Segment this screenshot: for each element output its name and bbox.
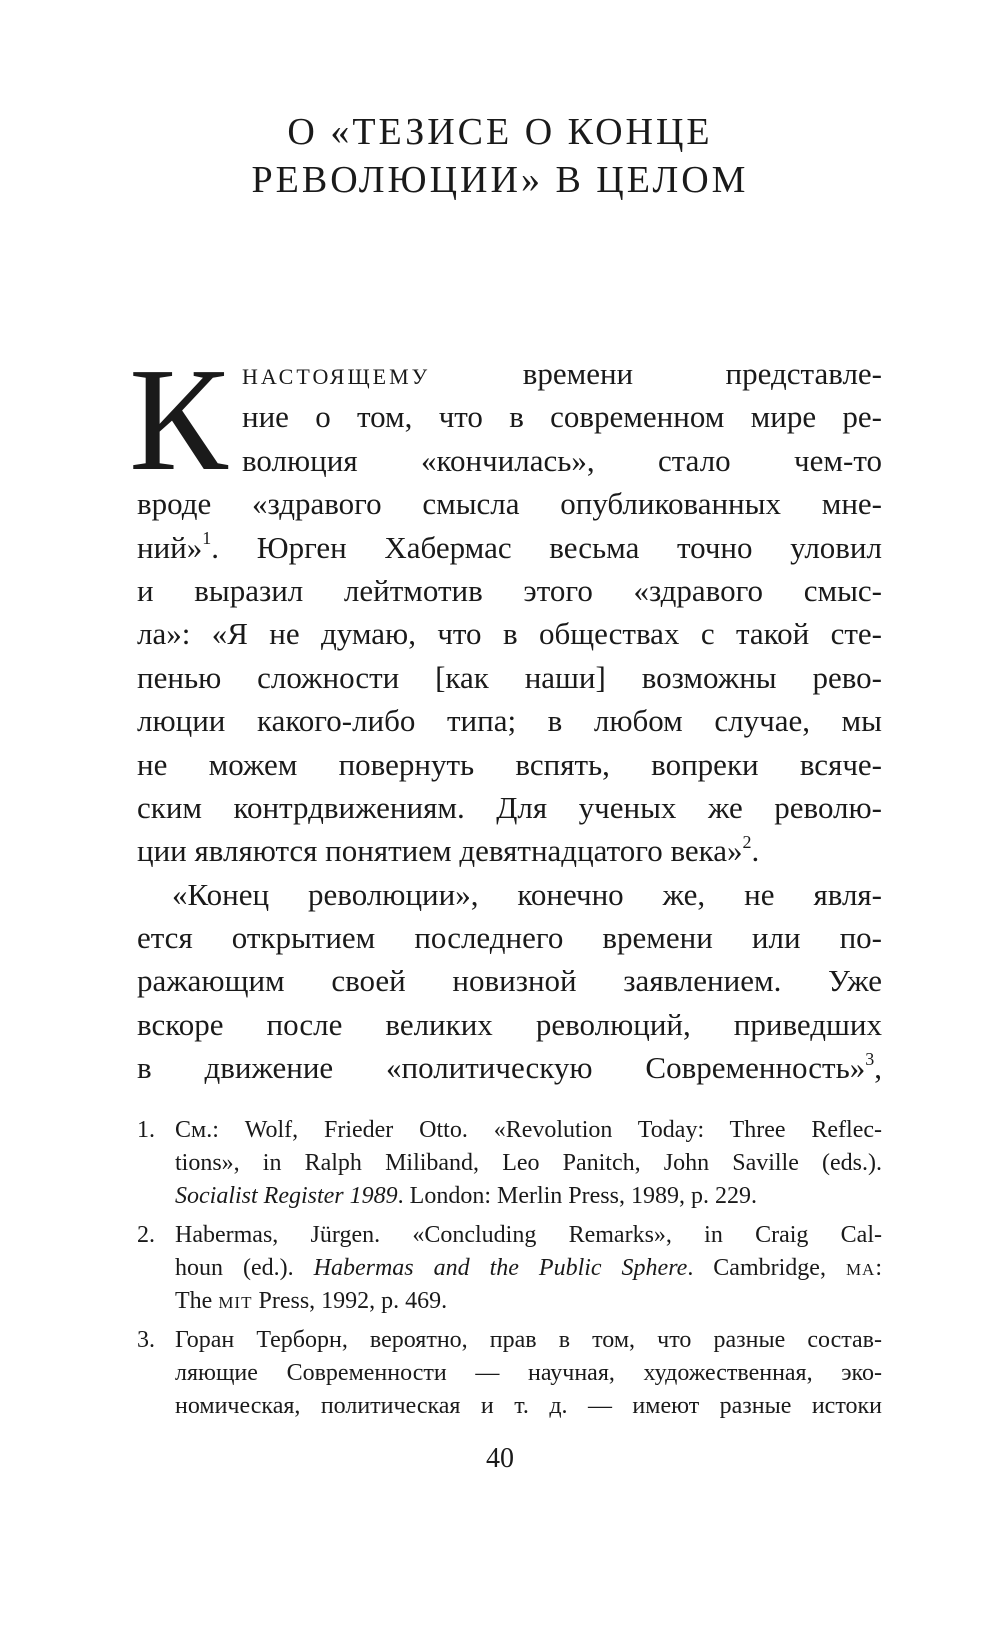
footnote-line: The mit Press, 1992, p. 469. <box>175 1288 448 1314</box>
footnote-number: 2. <box>137 1222 155 1248</box>
heading-line-1: О «ТЕЗИСЕ О КОНЦЕ <box>287 111 713 153</box>
text-line: ражающим своей новизной заявлением. Уже <box>137 963 882 999</box>
footnote-line: ляющие Современности — научная, художественная, эко- <box>175 1360 882 1386</box>
text-line: не можем повернуть вспять, вопреки всяче- <box>137 746 882 782</box>
paragraph-2 <box>137 873 882 1090</box>
text-line: ции являются понятием девятнадцатого века»$^2$. <box>137 831 760 869</box>
footnote-number: 3. <box>137 1327 155 1353</box>
text-line: вскоре после великих революций, приведших <box>137 1006 882 1042</box>
text-line: ским контрдвижениям. Для ученых же револю- <box>137 789 882 825</box>
footnote-line: См.: Wolf, Frieder Otto. «Revolution Today: Three Reflec- <box>175 1117 882 1143</box>
footnote-line: houn (ed.). Habermas and the Public Sphere. Cambridge, ma: <box>175 1255 883 1281</box>
heading-line-2: РЕВОЛЮЦИИ» В ЦЕЛОМ <box>251 159 749 201</box>
footnote-line: Habermas, Jürgen. «Concluding Remarks», in Craig Cal- <box>175 1222 882 1248</box>
footnote-ref: 1 <box>202 528 212 549</box>
text-line: вроде «здравого смысла опубликованных мне- <box>137 486 882 522</box>
footnote-2 <box>137 1219 882 1318</box>
paragraph-1 <box>129 338 882 873</box>
text-line: ется открытием последнего времени или по- <box>137 920 882 956</box>
chapter-heading <box>0 108 1000 204</box>
text-line: пенью сложности [как наши] возможны рево- <box>137 659 882 695</box>
text-line: и выразил лейтмотив этого «здравого смыс- <box>137 572 882 608</box>
footnote-line: Горан Терборн, вероятно, прав в том, что разные состав- <box>175 1327 882 1353</box>
footnote-ref: 3 <box>865 1048 875 1069</box>
text-line: ний»$^1$. Юрген Хабермас весьма точно уловил <box>137 528 882 565</box>
text-line: ла»: «Я не думаю, что в обществах с такой сте- <box>137 616 882 652</box>
text-line: настоящему времени представле- <box>242 356 882 391</box>
text-line: ние о том, что в современном мире ре- <box>242 399 882 435</box>
footnotes <box>137 1114 882 1429</box>
footnote-line: номическая, политическая и т. д. — имеют разные истоки <box>175 1393 882 1419</box>
footnote-number: 1. <box>137 1117 155 1143</box>
footnote-ref: 2 <box>742 831 752 852</box>
drop-cap: К <box>129 338 228 502</box>
footnote-line: Socialist Register 1989. London: Merlin Press, 1989, p. 229. <box>175 1183 757 1209</box>
footnote-line: tions», in Ralph Miliband, Leo Panitch, John Saville (eds.). <box>175 1150 882 1176</box>
text-line: волюция «кончилась», стало чем-то <box>242 442 882 478</box>
page-number: 40 <box>486 1443 514 1474</box>
footnote-3 <box>137 1324 882 1423</box>
body-text <box>129 338 882 1090</box>
footnote-1 <box>137 1114 882 1213</box>
text-line: люции какого-либо типа; в любом случае, мы <box>137 703 882 739</box>
text-line: «Конец революции», конечно же, не явля- <box>172 876 882 912</box>
text-line: в движение «политическую Современность»$^3$, <box>137 1048 882 1086</box>
